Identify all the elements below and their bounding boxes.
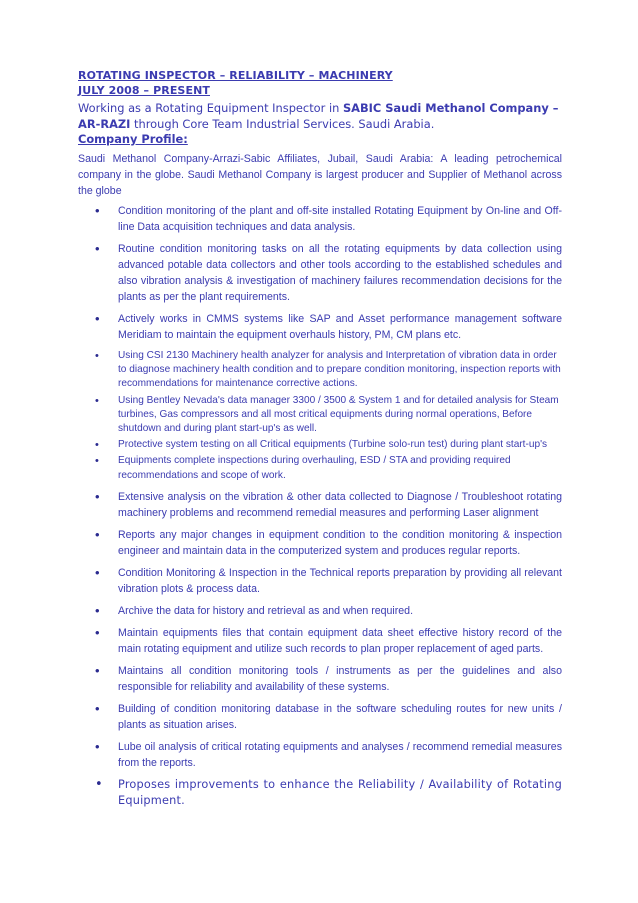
- list-item: [78, 701, 562, 733]
- list-item-text: Maintain equipments files that contain equipment data sheet effective history record of the main rotating equipment and utilize such records to plan proper replacement of aged parts.: [118, 626, 562, 655]
- bullet-icon: •: [95, 738, 100, 754]
- list-item-text: Lube oil analysis of critical rotating equipments and analyses / recommend remedial measures from the reports.: [118, 740, 562, 769]
- bullet-icon: •: [95, 311, 100, 326]
- list-item: [78, 489, 562, 521]
- bullet-icon: •: [95, 455, 99, 468]
- list-item: [78, 527, 562, 559]
- list-item: [78, 241, 562, 305]
- company-profile-label: Company Profile:: [78, 132, 188, 146]
- intro-post: through Core Team Industrial Services. Saudi Arabia.: [130, 116, 435, 131]
- list-item-text: Condition monitoring of the plant and off-site installed Rotating Equipment by On-line and Off-line Data acquisition techniques and data analysis.: [118, 205, 562, 233]
- company-profile-text: Saudi Methanol Company-Arrazi-Sabic Affiliates, Jubail, Saudi Arabia: A leading petrochemical company in the globe. Saudi Methanol Company is largest producer and Supplier of Methanol across the globe: [78, 153, 562, 197]
- list-item: [78, 311, 562, 343]
- list-item-text: Using CSI 2130 Machinery health analyzer for analysis and Interpretation of vibration data in order to diagnose machinery health condition and to prepare condition monitoring, inspection reports with recommendations for maintenance corrective actions.: [118, 350, 561, 390]
- list-item: [78, 203, 562, 235]
- bullet-icon: •: [95, 350, 99, 362]
- bullet-icon: •: [95, 624, 100, 640]
- list-item-text: Routine condition monitoring tasks on all the rotating equipments by data collection using advanced potable data collectors and other tools according to the established schedules and also vibration analysis & investigation of machinery failures recommendation decisions for the plants as per the plant requirements.: [118, 243, 562, 303]
- list-item-text: Maintains all condition monitoring tools / instruments as per the guidelines and also responsible for reliability and availability of these systems.: [118, 664, 562, 693]
- list-item: [78, 454, 562, 482]
- list-item: [78, 777, 562, 809]
- list-item-text: Equipments complete inspections during overhauling, ESD / STA and providing required recommendations and scope of work.: [118, 455, 511, 481]
- bullet-icon: •: [95, 488, 100, 504]
- list-item-text: Actively works in CMMS systems like SAP and Asset performance management software Meridiam to maintain the equipment overhauls history, PM, CM plans etc.: [118, 313, 562, 341]
- list-item: [78, 625, 562, 657]
- list-item: [78, 438, 562, 452]
- list-item-text: Archive the data for history and retrieval as and when required.: [118, 604, 414, 617]
- role-intro: [78, 101, 562, 132]
- bullet-icon: •: [95, 394, 99, 407]
- list-item: [78, 663, 562, 695]
- list-item: [78, 603, 562, 619]
- list-item-text: Proposes improvements to enhance the Reliability / Availability of Rotating Equipment.: [118, 777, 562, 807]
- list-item-text: Extensive analysis on the vibration & other data collected to Diagnose / Troubleshoot rotating machinery problems and recommend remedial measures and performing Laser alignment: [118, 490, 562, 519]
- list-item-text: Protective system testing on all Critical equipments (Turbine solo-run test) during plant start-up's: [118, 439, 548, 451]
- list-item: [78, 394, 562, 437]
- bullet-icon: •: [95, 776, 103, 792]
- list-item-text: Using Bentley Nevada's data manager 3300 / 3500 & System 1 and for detailed analysis for Steam turbines, Gas compressors and all most critical equipments during normal operations, Before shutdown and during plant start-up's as well.: [118, 394, 559, 435]
- responsibilities-list: [78, 203, 562, 809]
- bullet-icon: •: [95, 439, 99, 452]
- list-item: [78, 739, 562, 771]
- bullet-icon: •: [95, 700, 100, 716]
- bullet-icon: •: [95, 564, 100, 580]
- intro-company: SABIC Saudi Methanol Company – AR-RAZI: [78, 101, 559, 131]
- job-dates-heading: JULY 2008 – PRESENT: [78, 84, 210, 97]
- list-item-text: Condition Monitoring & Inspection in the Technical reports preparation by providing all relevant vibration plots & process data.: [118, 566, 562, 595]
- list-item: [78, 565, 562, 597]
- bullet-icon: •: [95, 662, 100, 678]
- list-item-text: Building of condition monitoring database in the software scheduling routes for new units / plants as situation arises.: [118, 702, 562, 731]
- bullet-icon: •: [95, 526, 100, 542]
- job-title-heading: ROTATING INSPECTOR – RELIABILITY – MACHINERY: [78, 69, 393, 82]
- intro-pre: Working as a Rotating Equipment Inspector in: [78, 101, 343, 115]
- bullet-icon: •: [95, 602, 100, 618]
- list-item: [78, 349, 562, 392]
- list-item-text: Reports any major changes in equipment condition to the condition monitoring & inspection engineer and maintain data in the computerized system and produces regular reports.: [118, 528, 562, 557]
- bullet-icon: •: [95, 203, 100, 218]
- resume-page: [78, 68, 562, 815]
- bullet-icon: •: [95, 241, 100, 256]
